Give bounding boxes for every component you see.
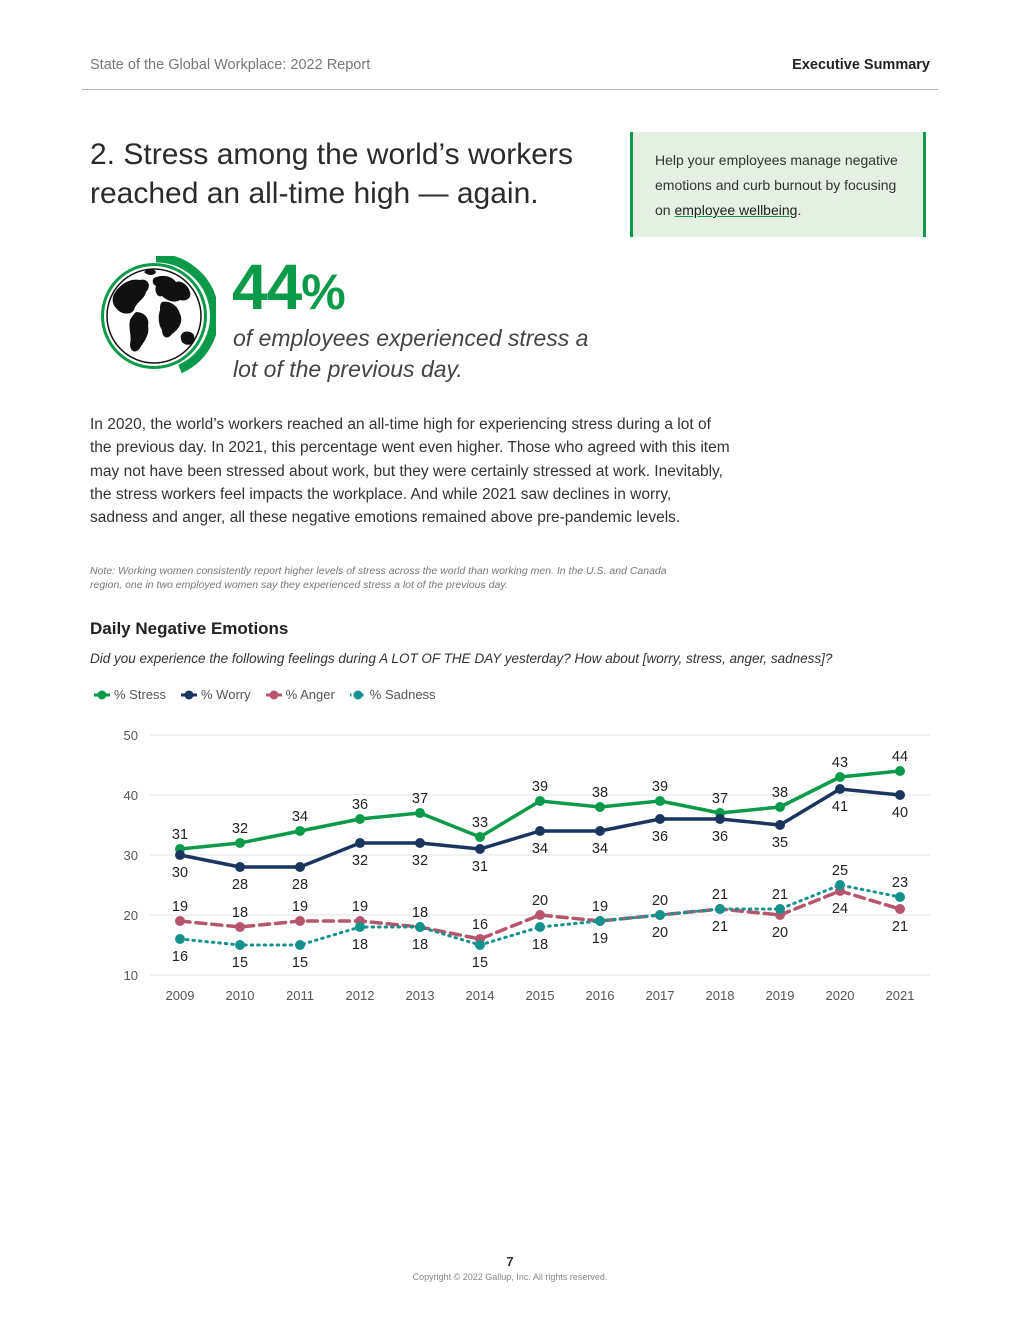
stress-data-label: 39	[651, 779, 669, 795]
stat-unit: %	[301, 264, 345, 320]
stress-data-label: 37	[411, 791, 429, 807]
stress-data-label: 31	[171, 827, 189, 843]
section-title: 2. Stress among the world’s workers reached an all-time high — again.	[90, 138, 573, 210]
sadness-point	[175, 934, 185, 944]
x-tick-label: 2019	[765, 988, 795, 1003]
stat-caption: of employees experienced stress a lot of the previous day.	[233, 325, 589, 382]
x-tick-label: 2010	[225, 988, 255, 1003]
section-name: Executive Summary	[792, 57, 930, 73]
x-tick-label: 2011	[286, 988, 314, 1003]
legend-item-worry	[180, 687, 251, 702]
sadness-point	[535, 922, 545, 932]
sadness-data-label: 23	[891, 875, 909, 891]
chart-question: Did you experience the following feelings during A LOT OF THE DAY yesterday? How about [worry, stress, anger, sadness]?	[90, 651, 833, 666]
stress-point	[295, 826, 305, 836]
globe-icon	[96, 256, 216, 376]
anger-point	[175, 916, 185, 926]
worry-data-label: 36	[711, 829, 729, 845]
worry-point	[415, 838, 425, 848]
legend-swatch-anger	[265, 690, 283, 700]
sadness-point	[715, 904, 725, 914]
anger-point	[535, 910, 545, 920]
stress-point	[835, 772, 845, 782]
y-tick-label: 30	[123, 848, 138, 863]
anger-data-label: 18	[231, 905, 249, 921]
worry-point	[175, 850, 185, 860]
stress-data-label: 33	[471, 815, 489, 831]
stress-point	[895, 766, 905, 776]
header-divider	[82, 89, 938, 90]
sadness-point	[415, 922, 425, 932]
anger-data-label: 19	[171, 899, 189, 915]
worry-point	[235, 862, 245, 872]
employee-wellbeing-link[interactable]: employee wellbeing	[674, 202, 798, 218]
sadness-point	[895, 892, 905, 902]
worry-point	[655, 814, 665, 824]
worry-point	[295, 862, 305, 872]
sadness-point	[655, 910, 665, 920]
callout-box	[630, 132, 926, 237]
stress-point	[655, 796, 665, 806]
anger-data-label: 20	[651, 893, 669, 909]
sadness-data-label: 25	[831, 863, 849, 879]
stress-point	[775, 802, 785, 812]
legend-item-sadness	[349, 687, 436, 702]
worry-point	[535, 826, 545, 836]
x-tick-label: 2017	[645, 988, 675, 1003]
anger-data-label: 21	[891, 919, 909, 935]
worry-data-label: 32	[411, 853, 429, 869]
stress-point	[535, 796, 545, 806]
x-tick-label: 2015	[525, 988, 555, 1003]
anger-data-label: 19	[351, 899, 369, 915]
stress-data-label: 38	[591, 785, 609, 801]
anger-data-label: 20	[531, 893, 549, 909]
legend-swatch-sadness	[349, 690, 367, 700]
sadness-data-label: 16	[171, 949, 189, 965]
sadness-data-label: 21	[771, 887, 789, 903]
stress-point	[415, 808, 425, 818]
worry-point	[835, 784, 845, 794]
worry-point	[775, 820, 785, 830]
worry-point	[475, 844, 485, 854]
y-tick-label: 20	[123, 908, 138, 923]
sadness-data-label: 15	[291, 955, 309, 971]
sadness-data-label: 18	[351, 937, 369, 953]
sadness-data-label: 18	[411, 937, 429, 953]
stress-point	[355, 814, 365, 824]
body-paragraph: In 2020, the world’s workers reached an all-time high for experiencing stress during a lot of the previous day. In 2021, this percentage went even higher. Those who agreed with this item may not have been stressed about work, but they were certainly stressed at work. Inevitably, the stress workers feel impacts the workplace. And while 2021 saw declines in worry, sadness and anger, all these negative emotions remained above pre-pandemic levels.	[90, 416, 730, 527]
chart-title: Daily Negative Emotions	[90, 619, 289, 638]
legend-swatch-stress	[93, 690, 111, 700]
worry-data-label: 40	[891, 805, 909, 821]
stat-number	[232, 252, 345, 327]
anger-data-label: 16	[471, 917, 489, 933]
worry-point	[595, 826, 605, 836]
note-text: Note: Working women consistently report higher levels of stress across the world than working men. In the U.S. and Canada region, one in two employed women say they experienced stress a lot of the previous day.	[90, 565, 667, 591]
worry-data-label: 32	[351, 853, 369, 869]
sadness-point	[595, 916, 605, 926]
sadness-data-label: 15	[471, 955, 489, 971]
legend-item-stress	[93, 687, 166, 702]
legend-label: % Stress	[114, 687, 167, 702]
sadness-data-label: 20	[651, 925, 669, 941]
stress-data-label: 34	[291, 809, 309, 825]
worry-data-label: 34	[591, 841, 609, 857]
anger-data-label: 18	[411, 905, 429, 921]
anger-point	[295, 916, 305, 926]
sadness-point	[475, 940, 485, 950]
anger-data-label: 19	[591, 899, 609, 915]
stress-data-label: 44	[891, 749, 909, 765]
callout-text: Help your employees manage negative emotions and curb burnout by focusing on	[655, 152, 898, 218]
worry-data-label: 36	[651, 829, 669, 845]
stress-point	[595, 802, 605, 812]
copyright: Copyright © 2022 Gallup, Inc. All rights reserved.	[412, 1272, 608, 1282]
worry-data-label: 28	[231, 877, 249, 893]
anger-point	[235, 922, 245, 932]
x-tick-label: 2014	[465, 988, 495, 1003]
callout-end: .	[797, 202, 802, 218]
stat-value: 44	[232, 251, 302, 323]
x-tick-label: 2016	[585, 988, 615, 1003]
x-tick-label: 2009	[165, 988, 195, 1003]
stress-point	[475, 832, 485, 842]
sadness-point	[355, 922, 365, 932]
daily-negative-emotions-chart	[0, 720, 1020, 1020]
worry-data-label: 41	[831, 799, 849, 815]
worry-point	[355, 838, 365, 848]
sadness-point	[295, 940, 305, 950]
anger-point	[895, 904, 905, 914]
stress-data-label: 39	[531, 779, 549, 795]
worry-data-label: 35	[771, 835, 789, 851]
sadness-point	[835, 880, 845, 890]
report-title: State of the Global Workplace: 2022 Report	[90, 57, 371, 73]
worry-point	[895, 790, 905, 800]
anger-data-label: 20	[771, 925, 789, 941]
worry-point	[715, 814, 725, 824]
legend-label: % Worry	[201, 687, 251, 702]
x-tick-label: 2012	[345, 988, 375, 1003]
x-tick-label: 2020	[825, 988, 855, 1003]
y-tick-label: 40	[123, 788, 138, 803]
y-tick-label: 50	[123, 728, 138, 743]
y-tick-label: 10	[123, 968, 138, 983]
x-tick-label: 2021	[885, 988, 915, 1003]
stress-data-label: 36	[351, 797, 369, 813]
stress-data-label: 43	[831, 755, 849, 771]
x-tick-label: 2018	[705, 988, 735, 1003]
stress-data-label: 37	[711, 791, 729, 807]
stress-data-label: 38	[771, 785, 789, 801]
legend-swatch-worry	[180, 690, 198, 700]
worry-data-label: 34	[531, 841, 549, 857]
legend-label: % Anger	[285, 687, 335, 702]
legend-item-anger	[265, 687, 335, 702]
x-tick-label: 2013	[405, 988, 435, 1003]
sadness-data-label: 19	[591, 931, 609, 947]
chart-legend	[93, 687, 450, 702]
sadness-point	[775, 904, 785, 914]
sadness-point	[235, 940, 245, 950]
stress-point	[235, 838, 245, 848]
legend-label: % Sadness	[369, 687, 436, 702]
anger-data-label: 19	[291, 899, 309, 915]
sadness-data-label: 15	[231, 955, 249, 971]
anger-data-label: 24	[831, 901, 849, 917]
sadness-data-label: 18	[531, 937, 549, 953]
worry-data-label: 28	[291, 877, 309, 893]
worry-data-label: 30	[171, 865, 189, 881]
sadness-data-label: 21	[711, 919, 729, 935]
anger-data-label: 21	[711, 887, 729, 903]
page-number: 7	[506, 1254, 514, 1269]
worry-data-label: 31	[471, 859, 489, 875]
stress-data-label: 32	[231, 821, 249, 837]
